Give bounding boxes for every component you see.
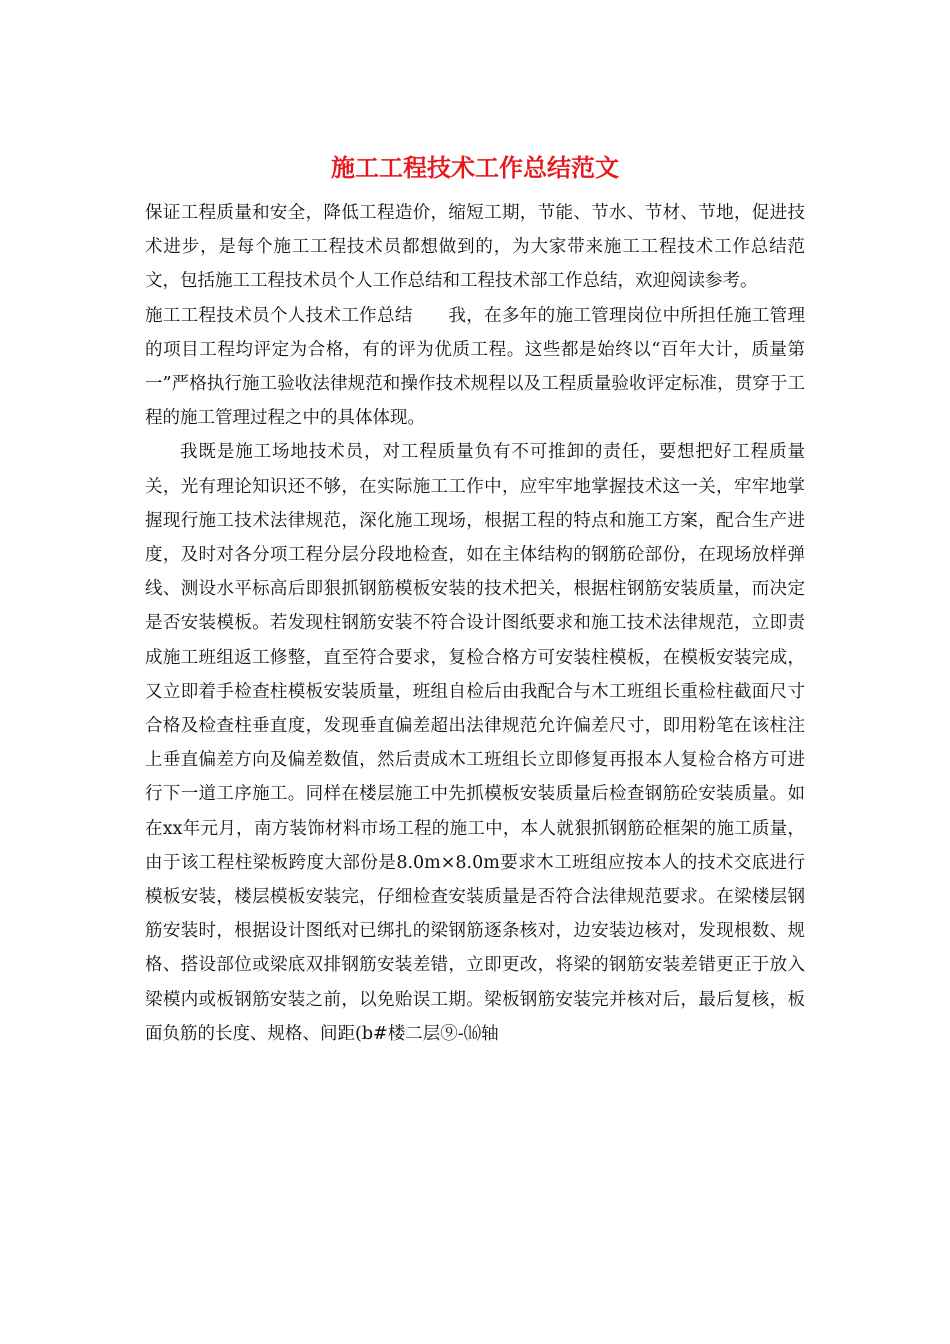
- personal-summary-paragraph: 施工工程技术员个人技术工作总结 我，在多年的施工管理岗位中所担任施工管理的项目工程均评定为合格，有的评为优质工程。这些都是始终以“百年大计，质量第一”严格执行施工验收法律规范和操作技术规程以及工程质量验收评定标准，贯穿于工程的施工管理过程之中的具体体现。: [145, 305, 805, 429]
- document-title: 施工工程技术工作总结范文: [331, 153, 619, 182]
- intro-paragraph: 保证工程质量和安全，降低工程造价，缩短工期，节能、节水、节材、节地，促进技术进步，是每个施工工程技术员都想做到的，为大家带来施工工程技术工作总结范文，包括施工工程技术员个人工作总结和工程技术部工作总结，欢迎阅读参考。: [145, 203, 805, 292]
- document-body: [145, 196, 805, 1051]
- technician-duty-paragraph: 我既是施工场地技术员，对工程质量负有不可推卸的责任，要想把好工程质量关，光有理论知识还不够，在实际施工工作中，应牢牢地掌握技术这一关，牢牢地掌握现行施工技术法律规范，深化施工现场，根据工程的特点和施工方案，配合生产进度，及时对各分项工程分层分段地检查，如在主体结构的钢筋砼部份，在现场放样弹线、测设水平标高后即狠抓钢筋模板安装的技术把关，根据柱钢筋安装质量，而决定是否安装模板。若发现柱钢筋安装不符合设计图纸要求和施工技术法律规范，立即责成施工班组返工修整，直至符合要求，复检合格方可安装柱模板，在模板安装完成，又立即着手检查柱模板安装质量，班组自检后由我配合与木工班组长重检柱截面尺寸合格及检查柱垂直度，发现垂直偏差超出法律规范允许偏差尺寸，即用粉笔在该柱注上垂直偏差方向及偏差数值，然后责成木工班组长立即修复再报本人复检合格方可进行下一道工序施工。同样在楼层施工中先抓模板安装质量后检查钢筋砼安装质量。如在xx年元月，南方装饰材料市场工程的施工中，本人就狠抓钢筋砼框架的施工质量，由于该工程柱梁板跨度大部份是8.0m×8.0m要求木工班组应按本人的技术交底进行模板安装，楼层模板安装完，仔细检查安装质量是否符合法律规范要求。在梁楼层钢筋安装时，根据设计图纸对已绑扎的梁钢筋逐条核对，边安装边核对，发现根数、规格、搭设部位或梁底双排钢筋安装差错，立即更改，将梁的钢筋安装差错更正于放入梁模内或板钢筋安装之前，以免贻误工期。梁板钢筋安装完并核对后，最后复核，板面负筋的长度、规格、间距(b#楼二层⑨-⒃轴: [145, 442, 805, 1044]
